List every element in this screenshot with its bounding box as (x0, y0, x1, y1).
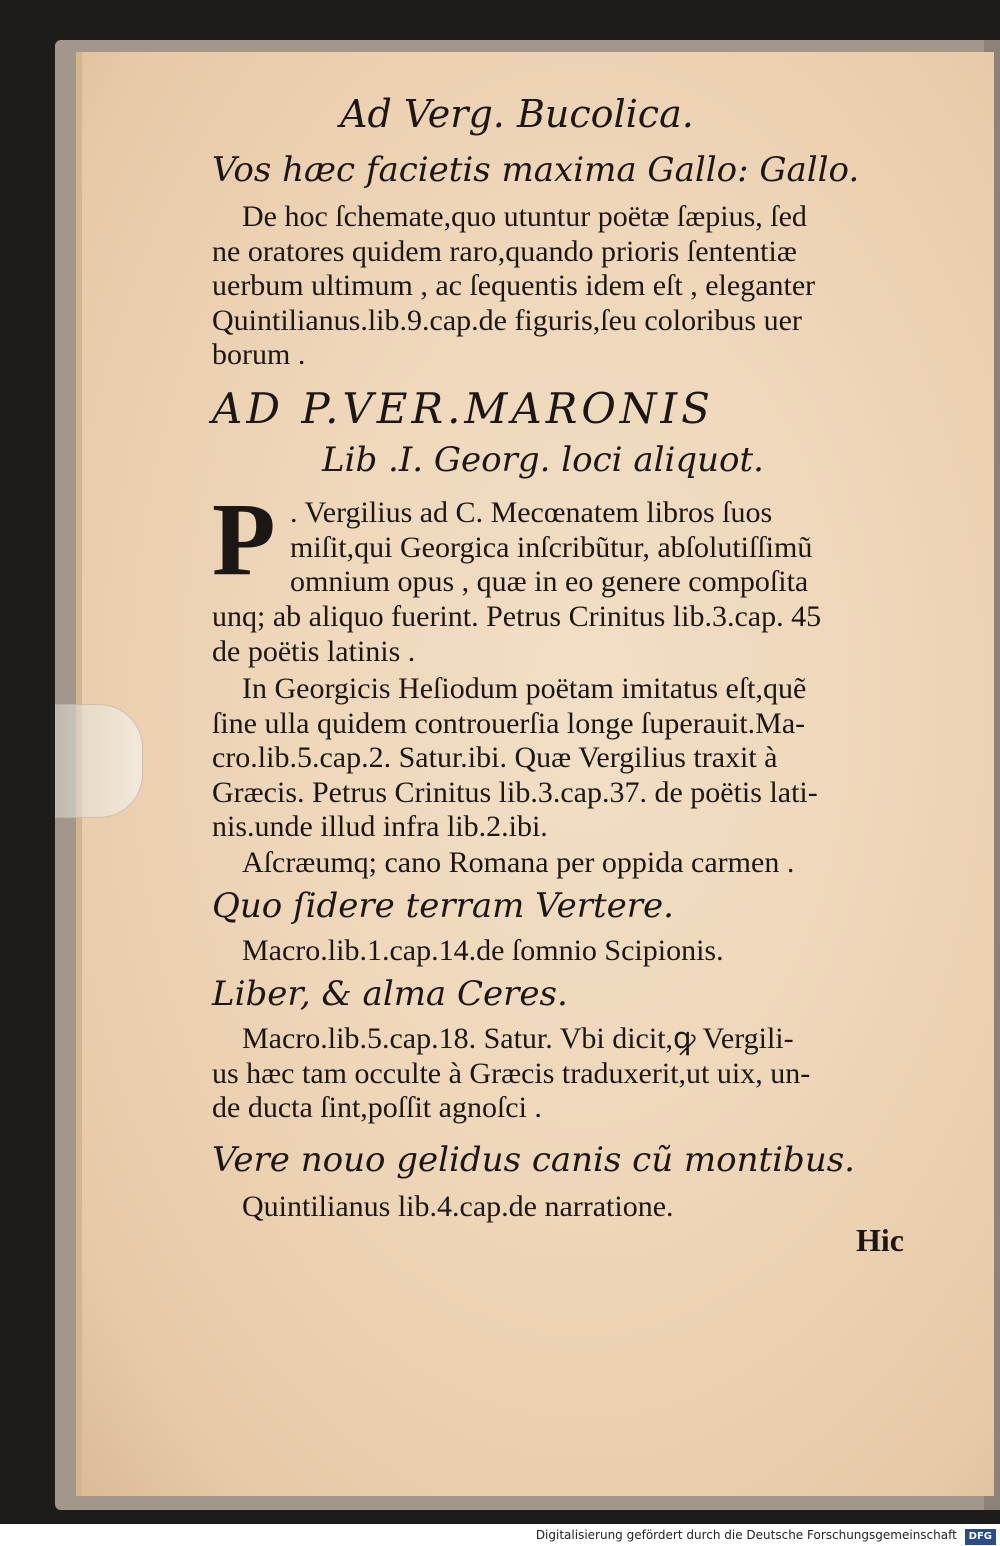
section-title: AD P.VER.MARONIS (212, 384, 714, 433)
reference-quintilian: Quintilianus lib.4.cap.de narratione. (242, 1190, 674, 1223)
text-line: De hoc ſchemate,quo utuntur poëtæ ſæpius, ſed (242, 200, 807, 233)
text-line: Macro.lib.5.cap.18. Satur. Vbi dicit,ꝙ Vergili- (242, 1022, 794, 1055)
text-line: uerbum ultimum , ac ſequentis idem eſt , eleganter (212, 269, 816, 302)
footer-credit: Digitalisierung gefördert durch die Deutsche Forschungsgemeinschaft (535, 1528, 957, 1542)
running-header: Ad Verg. Bucolica. (340, 92, 694, 136)
drop-initial: P (212, 482, 276, 597)
text-line: cro.lib.5.cap.2. Satur.ibi. Quæ Vergilius traxit à (212, 741, 778, 774)
paragraph-crinitus (212, 600, 912, 669)
text-line: . Vergilius ad C. Mecœnatem libros ſuos (290, 496, 773, 529)
text-line: nis.unde illud infra lib.2.ibi. (212, 810, 548, 843)
paragraph-hesiod (212, 672, 912, 845)
quote-liber: Liber, & alma Ceres. (212, 974, 568, 1014)
text-line: de ducta ſint,poſſit agnoſci . (212, 1091, 542, 1124)
text-line: us hæc tam occulte à Græcis traduxerit,ut uix, un- (212, 1056, 811, 1090)
line-ascraeum: Aſcræumq; cano Romana per oppida carmen . (242, 846, 795, 879)
quote-vere: Vere nouo gelidus canis cũ montibus. (212, 1140, 855, 1180)
quote-sidere: Quo ſidere terram Vertere. (212, 886, 674, 926)
text-line: miſit,qui Georgica inſcribũtur, abſolutiſſimũ (290, 530, 813, 564)
text-line: ſine ulla quidem controuerſia longe ſuperauit.Ma- (212, 706, 806, 740)
section-subtitle: Lib .I. Georg. loci aliquot. (322, 440, 764, 480)
text-line: de poëtis latinis . (212, 634, 416, 668)
digitization-footer (0, 1524, 996, 1546)
reference-macrobius-1: Macro.lib.1.cap.14.de ſomnio Scipionis. (242, 934, 724, 967)
text-line: Græcis. Petrus Crinitus lib.3.cap.37. de poëtis lati- (212, 775, 818, 809)
quote-gallo: Vos hæc facietis maxima Gallo: Gallo. (212, 150, 860, 190)
paragraph-schema (212, 200, 912, 373)
plastic-tab (55, 704, 143, 818)
text-line: Quintilianus.lib.9.cap.de figuris,ſeu coloribus uer (212, 303, 802, 337)
paragraph-macrobius (212, 1022, 912, 1126)
dfg-logo-icon: DFG (965, 1529, 996, 1545)
paragraph-initial-lines (290, 496, 910, 600)
text-line: ne oratores quidem raro,quando prioris ſententiæ (212, 234, 797, 268)
text-line: omnium opus , quæ in eo genere compoſita (290, 565, 809, 598)
text-line: borum . (212, 338, 306, 371)
text-line: In Georgicis Heſiodum poëtam imitatus eſt,quẽ (242, 672, 807, 705)
catchword: Hic (856, 1222, 904, 1258)
text-line: unq; ab aliquo fuerint. Petrus Crinitus lib.3.cap. 45 (212, 600, 822, 633)
